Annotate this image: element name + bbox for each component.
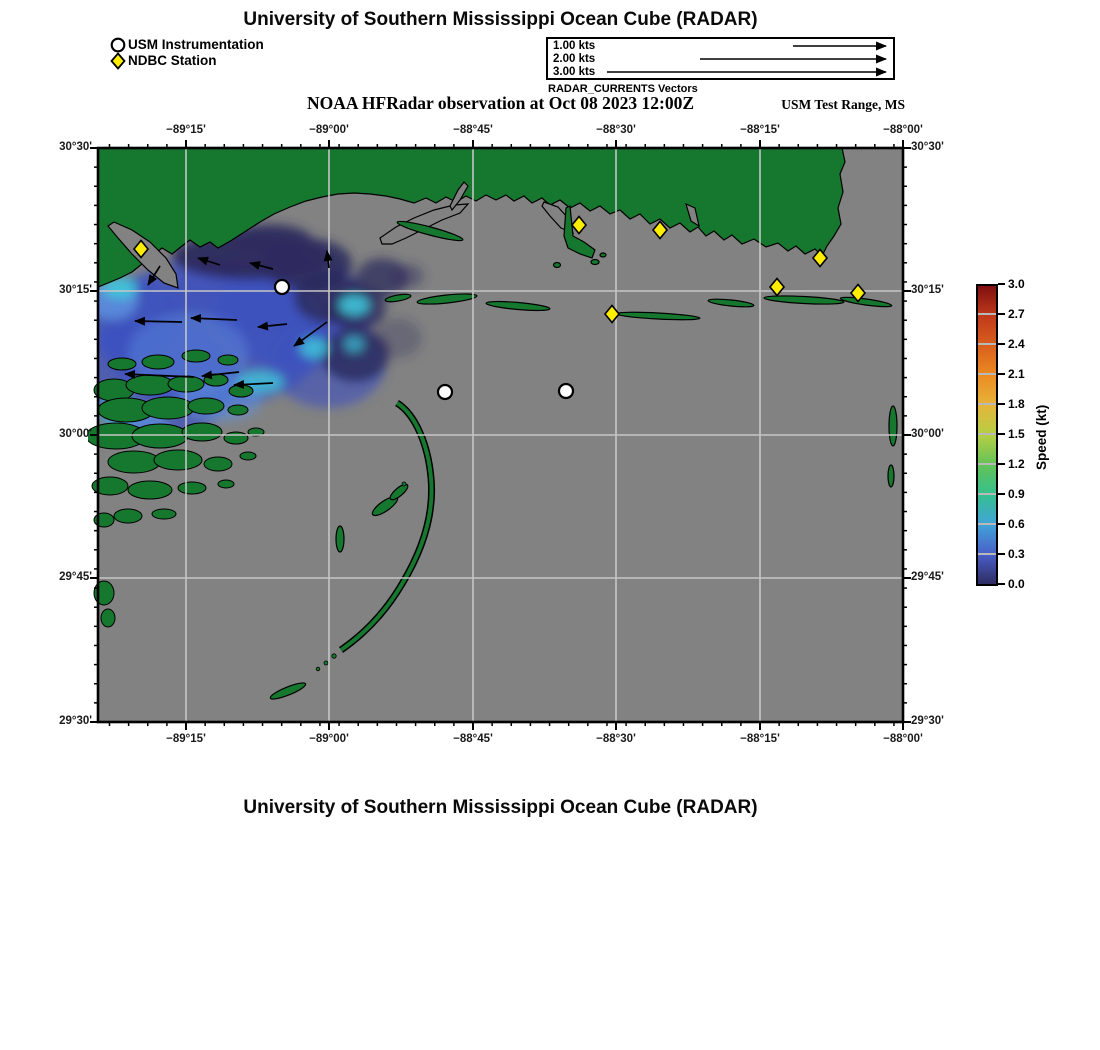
colorbar-tick-label: 2.4 [1008, 337, 1025, 351]
x-axis-label-bottom: −89°15' [166, 733, 206, 745]
islet [324, 661, 328, 665]
usm-instrument-marker [438, 385, 452, 399]
barrier-island [889, 406, 897, 446]
colorbar-gridline [978, 373, 996, 375]
marsh-island [178, 482, 206, 494]
map-plot-area [88, 140, 911, 730]
colorbar-tick-label: 3.0 [1008, 277, 1025, 291]
colorbar-tick [998, 433, 1005, 435]
colorbar-tick-label: 1.8 [1008, 397, 1025, 411]
marsh-island [240, 452, 256, 460]
barrier-island [888, 465, 894, 487]
islet [316, 667, 320, 671]
speed-blob [374, 318, 422, 358]
colorbar-gridline [978, 463, 996, 465]
marsh-island [229, 385, 253, 397]
usm-circle-icon [109, 35, 127, 53]
marsh-island [218, 480, 234, 488]
y-axis-label-left: 29°30' [59, 715, 92, 727]
barrier-island [336, 526, 344, 552]
legend-item-usm [109, 36, 264, 53]
page-title: University of Southern Mississippi Ocean Cube (RADAR) [243, 9, 758, 30]
y-axis-label-right: 29°45' [911, 571, 944, 583]
vector-scale-label: 1.00 kts [553, 39, 596, 52]
colorbar-gridline [978, 313, 996, 315]
colorbar-gridline [978, 493, 996, 495]
marsh-island [182, 423, 222, 441]
colorbar-tick [998, 283, 1005, 285]
colorbar-tick-label: 0.3 [1008, 547, 1025, 561]
ndbc-diamond-icon [109, 52, 127, 70]
map-canvas [88, 138, 913, 732]
x-axis-label-top: −88°15' [740, 124, 780, 136]
speed-blob [339, 295, 369, 315]
y-axis-label-left: 29°45' [59, 571, 92, 583]
colorbar-tick-label: 0.6 [1008, 517, 1025, 531]
x-axis-label-top: −88°00' [883, 124, 923, 136]
islet [402, 482, 406, 486]
x-axis-label-bottom: −89°00' [309, 733, 349, 745]
colorbar-tick-label: 1.5 [1008, 427, 1025, 441]
colorbar-gridline [978, 403, 996, 405]
vector-scale-label: 2.00 kts [553, 52, 596, 65]
legend-item-ndbc [109, 53, 264, 70]
colorbar-tick-label: 1.2 [1008, 457, 1025, 471]
vector-scale-label: 3.00 kts [553, 65, 596, 78]
y-axis-label-right: 30°15' [911, 284, 944, 296]
y-axis-label-right: 30°00' [911, 428, 944, 440]
marsh-island [132, 424, 188, 448]
colorbar-tick-label: 0.9 [1008, 487, 1025, 501]
y-axis-label-left: 30°30' [59, 141, 92, 153]
vector-scale-caption: RADAR_CURRENTS Vectors [548, 83, 698, 95]
marsh-island [114, 509, 142, 523]
marsh-island [142, 355, 174, 369]
colorbar-tick [998, 523, 1005, 525]
marsh-island [188, 398, 224, 414]
marsh-island [128, 481, 172, 499]
marker-legend [109, 36, 264, 69]
marsh-island [218, 355, 238, 365]
barrier-island [591, 260, 599, 265]
marsh-island [154, 450, 202, 470]
colorbar-tick [998, 313, 1005, 315]
colorbar-tick [998, 493, 1005, 495]
x-axis-label-top: −88°45' [453, 124, 493, 136]
colorbar-gridline [978, 433, 996, 435]
colorbar-gridline [978, 343, 996, 345]
marsh-island [126, 375, 174, 395]
colorbar-tick-label: 0.0 [1008, 577, 1025, 591]
marsh-island [228, 405, 248, 415]
legend-label-ndbc: NDBC Station [128, 53, 217, 69]
colorbar-tick [998, 583, 1005, 585]
y-axis-label-left: 30°15' [59, 284, 92, 296]
x-axis-label-bottom: −88°45' [453, 733, 493, 745]
barrier-island [600, 253, 606, 257]
marsh-island [101, 609, 115, 627]
y-axis-label-right: 30°30' [911, 141, 944, 153]
marsh-island [224, 432, 248, 444]
speed-blob [344, 336, 364, 352]
test-range-label: USM Test Range, MS [781, 97, 905, 112]
x-axis-label-bottom: −88°30' [596, 733, 636, 745]
marsh-island [108, 358, 136, 370]
speed-blob [300, 338, 328, 358]
colorbar-tick [998, 343, 1005, 345]
islet [332, 654, 336, 658]
page-title-bottom: University of Southern Mississippi Ocean Cube (RADAR) [243, 797, 758, 818]
legend-label-usm: USM Instrumentation [128, 36, 264, 52]
colorbar-title: Speed (kt) [1034, 404, 1049, 471]
marsh-island [204, 457, 232, 471]
colorbar-tick-label: 2.7 [1008, 307, 1025, 321]
marsh-island [152, 509, 176, 519]
colorbar-gridline [978, 553, 996, 555]
x-axis-label-top: −89°00' [309, 124, 349, 136]
usm-instrument-marker [559, 384, 573, 398]
vector-scale-box [546, 37, 895, 80]
current-vector-arrow [135, 321, 182, 322]
colorbar-tick [998, 403, 1005, 405]
marsh-island [108, 451, 160, 473]
colorbar-tick [998, 553, 1005, 555]
y-axis-label-left: 30°00' [59, 428, 92, 440]
x-axis-label-bottom: −88°15' [740, 733, 780, 745]
x-axis-label-bottom: −88°00' [883, 733, 923, 745]
colorbar-tick [998, 373, 1005, 375]
colorbar-tick [998, 463, 1005, 465]
speed-blob [392, 264, 424, 288]
colorbar-tick-label: 2.1 [1008, 367, 1025, 381]
observation-subtitle: NOAA HFRadar observation at Oct 08 2023 12:00Z [306, 93, 695, 113]
vector-scale-arrows [548, 39, 893, 78]
colorbar-gridline [978, 523, 996, 525]
speed-colorbar [976, 284, 998, 586]
x-axis-label-top: −88°30' [596, 124, 636, 136]
usm-instrument-marker [275, 280, 289, 294]
y-axis-label-right: 29°30' [911, 715, 944, 727]
x-axis-label-top: −89°15' [166, 124, 206, 136]
barrier-island [554, 263, 561, 268]
